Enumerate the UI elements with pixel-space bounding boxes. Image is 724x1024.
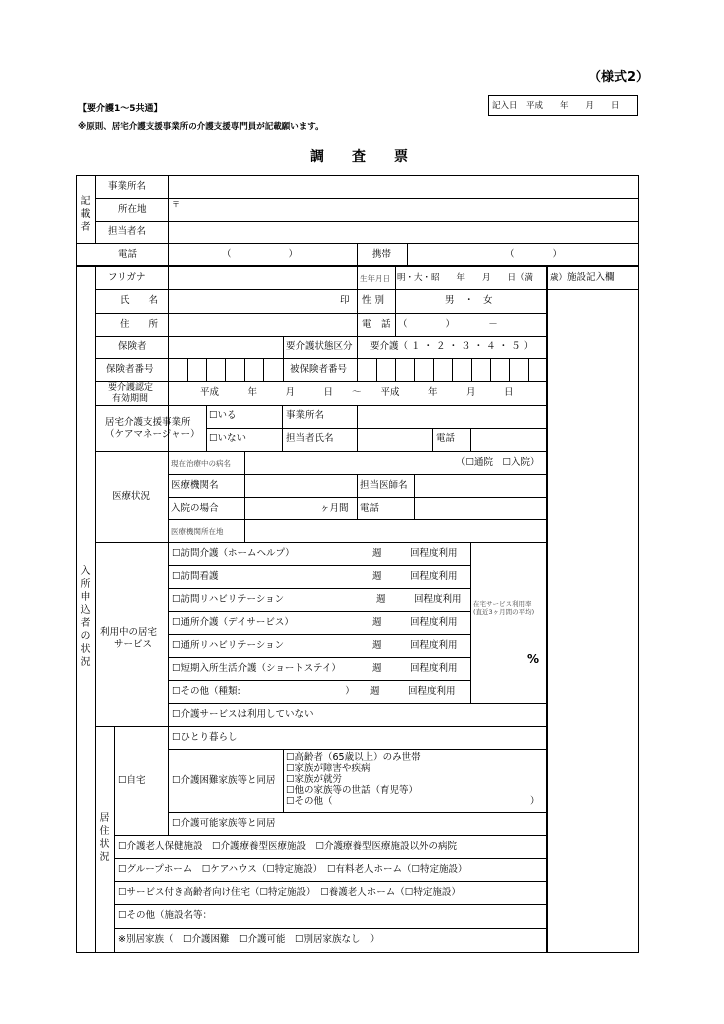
- services-label-1: 利用中の居宅: [100, 627, 158, 638]
- care-class-label: 要介護状態区分: [286, 341, 353, 352]
- reason-working-checkbox[interactable]: ☐家族が就労: [286, 774, 343, 785]
- insurer-label: 保険者: [118, 341, 147, 352]
- page-title: 調 査 票: [310, 149, 408, 165]
- care-class-value: 要介護（ １ ・ ２ ・ ３ ・ ４ ・ ５ ）: [370, 341, 534, 352]
- writer-section-label: 記 載 者: [80, 196, 91, 233]
- residence-facility-row-2[interactable]: ☐グループホーム ☐ケアハウス（☐特定施設） ☐有料老人ホーム（☐特定施設）: [118, 864, 468, 875]
- visit-type: （☐通院 ☐入院）: [456, 457, 540, 468]
- hospitalized-label: 入院の場合: [171, 503, 219, 514]
- medical-label: 医療状況: [112, 491, 151, 502]
- service-rate-label-2: (直近3ヶ月間の平均): [473, 608, 535, 616]
- reason-other-checkbox[interactable]: ☐その他（: [286, 796, 333, 807]
- institution-label: 医療機関名: [171, 480, 219, 491]
- residence-other-row[interactable]: ☐その他（施設名等：: [118, 910, 213, 921]
- reason-other-close: ）: [530, 796, 540, 807]
- facility-col-header: 施設記入欄: [567, 272, 615, 283]
- service-freq: 週 回程度利用: [372, 663, 458, 674]
- insured-no-label: 被保険者番号: [290, 364, 348, 375]
- cm-label-1: 居宅介護支援事業所: [105, 417, 191, 428]
- seal-mark: 印: [340, 295, 350, 306]
- living-alone-checkbox[interactable]: ☐ひとり暮らし: [172, 732, 238, 743]
- cm-phone-label: 電話: [436, 433, 456, 444]
- writer-mobile-label: 携帯: [372, 249, 392, 260]
- service-freq: 週 回程度利用: [370, 686, 456, 697]
- cert-label-1: 要介護認定: [108, 383, 154, 393]
- writer-person-label: 担当者名: [108, 226, 147, 237]
- cert-label-2: 有効期間: [112, 394, 149, 404]
- service-freq: 週 回程度利用: [376, 594, 462, 605]
- residence-home-checkbox[interactable]: ☐自宅: [118, 775, 146, 786]
- sex-label: 性 別: [362, 295, 385, 306]
- cm-yes-checkbox[interactable]: ☐いる: [209, 410, 237, 421]
- service-item-day-rehab[interactable]: ☐通所リハビリテーション: [172, 640, 285, 651]
- doctor-label: 担当医師名: [360, 480, 408, 491]
- cm-person-label: 担当者氏名: [286, 433, 334, 444]
- cm-label-2: （ケアマネージャー）: [105, 429, 200, 440]
- tel-label: 電 話: [362, 319, 391, 330]
- service-item-none[interactable]: ☐介護サービスは利用していない: [172, 709, 314, 720]
- medical-phone-label: 電話: [360, 503, 380, 514]
- applicant-section-label: 入 所 申 込 者 の 状 況: [80, 566, 91, 668]
- cm-no-checkbox[interactable]: ☐いない: [209, 433, 247, 444]
- writer-mobile-paren: （ ）: [505, 249, 563, 260]
- sex-value: 男 ・ 女: [445, 295, 493, 306]
- separate-family-row[interactable]: ※別居家族（ ☐介護困難 ☐介護可能 ☐別居家族なし ）: [118, 934, 380, 945]
- facility-column: [547, 266, 639, 953]
- service-item-home-help[interactable]: ☐訪問介護（ホームヘルプ）: [172, 548, 295, 559]
- service-rate-percent: %: [527, 652, 540, 666]
- service-item-nursing[interactable]: ☐訪問看護: [172, 571, 219, 582]
- service-freq: 週 回程度利用: [372, 571, 458, 582]
- service-freq: 週 回程度利用: [372, 640, 458, 651]
- birth-value: 明・大・昭 年 月 日（満 歳）: [397, 273, 568, 283]
- possible-family-checkbox[interactable]: ☐介護可能家族等と同居: [172, 818, 276, 829]
- tel-value: （ ） －: [398, 319, 498, 330]
- writer-phone-paren: （ ）: [222, 249, 299, 260]
- care-level-note: 【要介護1～5共通】: [78, 104, 163, 114]
- difficult-family-checkbox[interactable]: ☐介護困難家族等と同居: [172, 775, 276, 786]
- cm-office-label: 事業所名: [286, 410, 325, 421]
- date-box: [488, 95, 638, 116]
- service-rate-label-1: 在宅サービス利用率: [473, 600, 532, 608]
- insurer-no-label: 保険者番号: [106, 364, 154, 375]
- months-label: ヶ月間: [320, 503, 349, 514]
- writer-address-label: 所在地: [118, 204, 147, 215]
- reason-caring-checkbox[interactable]: ☐他の家族等の世話（育児等）: [286, 785, 419, 796]
- service-item-other[interactable]: ☐その他（種類: ）: [172, 686, 355, 697]
- date-label: 記入日 平成 年 月 日: [492, 101, 620, 111]
- residence-label: 居 住 状 況: [99, 813, 110, 863]
- address-label: 住 所: [120, 319, 159, 330]
- disease-label: 現在治療中の病名: [171, 459, 231, 468]
- form-number: （様式2）: [588, 70, 650, 85]
- service-item-short-stay[interactable]: ☐短期入所生活介護（ショートステイ）: [172, 663, 341, 674]
- residence-facility-row-3[interactable]: ☐サービス付き高齢者向け住宅（☐特定施設） ☐養護老人ホーム（☐特定施設）: [118, 887, 461, 898]
- furigana-label: フリガナ: [108, 272, 146, 283]
- service-item-day-service[interactable]: ☐通所介護（デイサービス）: [172, 617, 294, 628]
- residence-facility-row-1[interactable]: ☐介護老人保健施設 ☐介護療養型医療施設 ☐介護療養型医療施設以外の病院: [118, 841, 458, 852]
- service-item-home-rehab[interactable]: ☐訪問リハビリテーション: [172, 594, 285, 605]
- writer-office-label: 事業所名: [108, 181, 147, 192]
- postal-mark: 〒: [172, 200, 180, 209]
- cert-period: 平成 年 月 日 ～ 平成 年 月 日: [200, 387, 514, 398]
- reason-illness-checkbox[interactable]: ☐家族が障害や疾病: [286, 763, 371, 774]
- writer-note: ※原則、居宅介護支援事業所の介護支援専門員が記載願います。: [78, 122, 324, 132]
- birth-label: 生年月日: [360, 274, 390, 283]
- services-label-2: サービス: [114, 639, 153, 650]
- reason-elderly-checkbox[interactable]: ☐高齢者（65歳以上）のみ世帯: [286, 752, 421, 763]
- name-label: 氏 名: [120, 295, 159, 306]
- inst-address-label: 医療機関所在地: [171, 527, 224, 536]
- service-freq: 週 回程度利用: [372, 548, 458, 559]
- writer-phone-label: 電話: [118, 249, 138, 260]
- service-freq: 週 回程度利用: [372, 617, 458, 628]
